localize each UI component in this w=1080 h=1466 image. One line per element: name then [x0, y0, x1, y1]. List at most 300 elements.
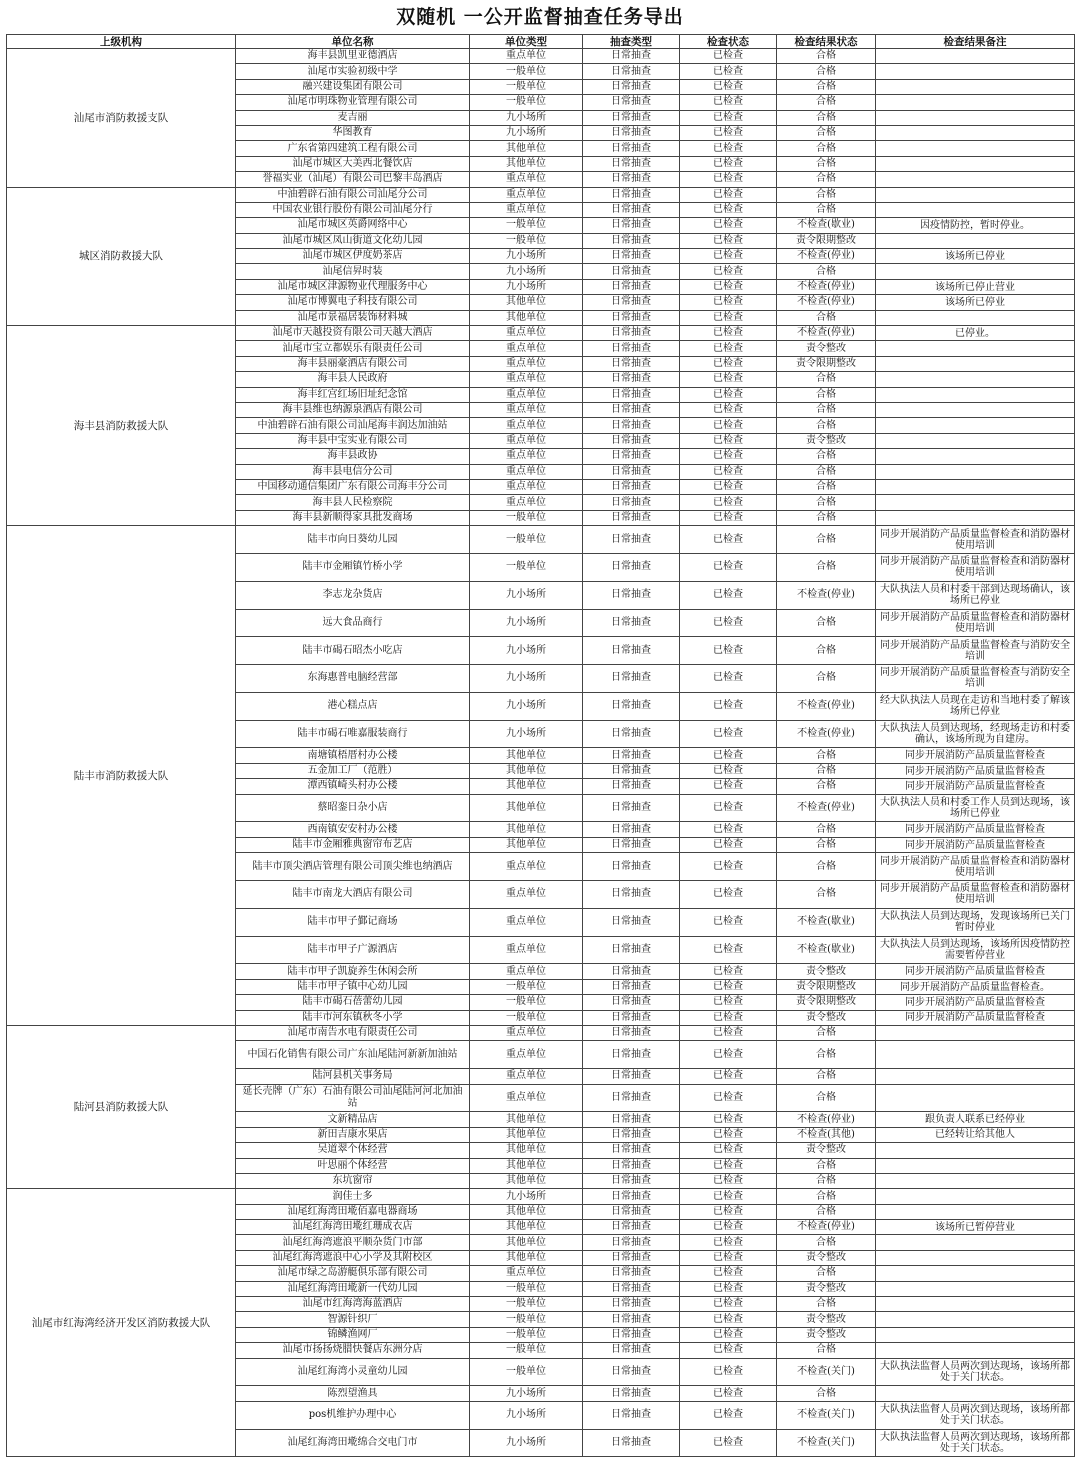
unit-name-cell: 汕尾市扬扬烧腊快餐店东洲分店: [236, 1343, 470, 1358]
result-status-cell: 不检查(停业): [777, 692, 876, 720]
unit-name-cell: 汕尾市博翼电子科技有限公司: [236, 295, 470, 310]
unit-type-cell: 其他单位: [470, 141, 583, 156]
check-type-cell: 日常抽查: [583, 49, 680, 64]
result-status-cell: 不检查(停业): [777, 249, 876, 264]
result-status-cell: 合格: [777, 510, 876, 525]
unit-type-cell: 其他单位: [470, 1220, 583, 1235]
unit-type-cell: 重点单位: [470, 202, 583, 217]
result-status-cell: 合格: [777, 1084, 876, 1112]
inspect-status-cell: 已检查: [680, 1312, 777, 1327]
unit-name-cell: 中国石化销售有限公司广东汕尾陆河新新加油站: [236, 1041, 470, 1069]
unit-type-cell: 其他单位: [470, 837, 583, 852]
unit-type-cell: 九小场所: [470, 581, 583, 609]
inspect-status-cell: 已检查: [680, 1204, 777, 1219]
check-type-cell: 日常抽查: [583, 125, 680, 140]
unit-name-cell: 东海惠普电脑经营部: [236, 665, 470, 693]
result-note-cell: [876, 356, 1075, 371]
check-type-cell: 日常抽查: [583, 526, 680, 554]
result-note-cell: 同步开展消防产品质量监督检查: [876, 822, 1075, 837]
check-type-cell: 日常抽查: [583, 433, 680, 448]
result-note-cell: 同步开展消防产品质量监督检查和消防器材使用培训: [876, 609, 1075, 637]
check-type-cell: 日常抽查: [583, 233, 680, 248]
result-status-cell: 合格: [777, 1343, 876, 1358]
unit-type-cell: 一般单位: [470, 995, 583, 1010]
col-header-unit-type: 单位类型: [470, 35, 583, 49]
header-row: [7, 35, 1075, 49]
result-status-cell: 合格: [777, 748, 876, 763]
result-status-cell: 合格: [777, 464, 876, 479]
table-row: [7, 187, 1075, 202]
result-status-cell: 合格: [777, 853, 876, 881]
unit-type-cell: 一般单位: [470, 1010, 583, 1025]
inspect-status-cell: 已检查: [680, 1220, 777, 1235]
inspect-status-cell: 已检查: [680, 79, 777, 94]
unit-name-cell: 汕尾红海湾遮浪中心小学及其附校区: [236, 1250, 470, 1265]
check-type-cell: 日常抽查: [583, 510, 680, 525]
result-status-cell: 责令限期整改: [777, 356, 876, 371]
check-type-cell: 日常抽查: [583, 156, 680, 171]
result-note-cell: 同步开展消防产品质量监督检查与消防安全培训: [876, 637, 1075, 665]
result-note-cell: 同步开展消防产品质量监督检查: [876, 748, 1075, 763]
inspect-status-cell: 已检查: [680, 464, 777, 479]
result-note-cell: [876, 402, 1075, 417]
unit-type-cell: 其他单位: [470, 295, 583, 310]
unit-name-cell: 陆丰市南龙大酒店有限公司: [236, 881, 470, 909]
result-note-cell: 同步开展消防产品质量监督检查: [876, 995, 1075, 1010]
check-type-cell: 日常抽查: [583, 553, 680, 581]
inspect-status-cell: 已检查: [680, 553, 777, 581]
inspect-status-cell: 已检查: [680, 1429, 777, 1457]
result-status-cell: 合格: [777, 881, 876, 909]
unit-type-cell: 重点单位: [470, 495, 583, 510]
check-type-cell: 日常抽查: [583, 141, 680, 156]
check-type-cell: 日常抽查: [583, 495, 680, 510]
inspect-status-cell: 已检查: [680, 779, 777, 794]
unit-type-cell: 一般单位: [470, 79, 583, 94]
result-status-cell: 责令整改: [777, 341, 876, 356]
result-status-cell: 不检查(歇业): [777, 908, 876, 936]
inspect-status-cell: 已检查: [680, 141, 777, 156]
result-note-cell: [876, 341, 1075, 356]
unit-type-cell: 一般单位: [470, 218, 583, 233]
unit-name-cell: 潭西镇崎头村办公楼: [236, 779, 470, 794]
unit-type-cell: 重点单位: [470, 1041, 583, 1069]
result-status-cell: 责令整改: [777, 1250, 876, 1265]
unit-name-cell: 海丰县凯里亚德酒店: [236, 49, 470, 64]
result-status-cell: 不检查(停业): [777, 326, 876, 341]
result-note-cell: [876, 1084, 1075, 1112]
inspect-status-cell: 已检查: [680, 995, 777, 1010]
unit-name-cell: 海丰县政协: [236, 449, 470, 464]
unit-type-cell: 一般单位: [470, 1297, 583, 1312]
check-type-cell: 日常抽查: [583, 326, 680, 341]
unit-name-cell: 海丰县人民检察院: [236, 495, 470, 510]
unit-type-cell: 一般单位: [470, 1312, 583, 1327]
unit-name-cell: 汕尾红海湾田墘绵合交电门市: [236, 1429, 470, 1457]
unit-name-cell: pos机维护办理中心: [236, 1401, 470, 1429]
inspect-status-cell: 已检查: [680, 1386, 777, 1401]
result-status-cell: 合格: [777, 837, 876, 852]
unit-type-cell: 重点单位: [470, 853, 583, 881]
unit-type-cell: 九小场所: [470, 279, 583, 294]
check-type-cell: 日常抽查: [583, 1297, 680, 1312]
result-note-cell: 同步开展消防产品质量监督检查和消防器材使用培训: [876, 526, 1075, 554]
result-note-cell: 同步开展消防产品质量监督检查。: [876, 979, 1075, 994]
unit-name-cell: 海丰县丽豪酒店有限公司: [236, 356, 470, 371]
inspect-status-cell: 已检查: [680, 264, 777, 279]
unit-type-cell: 重点单位: [470, 49, 583, 64]
inspect-status-cell: 已检查: [680, 1266, 777, 1281]
parent-org-cell: 汕尾市消防救援支队: [7, 49, 236, 188]
inspect-status-cell: 已检查: [680, 853, 777, 881]
unit-name-cell: 广东省第四建筑工程有限公司: [236, 141, 470, 156]
unit-name-cell: 汕尾红海湾田墘佰嘉电器商场: [236, 1204, 470, 1219]
unit-type-cell: 其他单位: [470, 779, 583, 794]
result-status-cell: 合格: [777, 310, 876, 325]
result-status-cell: 责令整改: [777, 433, 876, 448]
check-type-cell: 日常抽查: [583, 1143, 680, 1158]
task-table: [6, 34, 1075, 1457]
unit-name-cell: 中国农业银行股份有限公司汕尾分行: [236, 202, 470, 217]
inspect-status-cell: 已检查: [680, 326, 777, 341]
check-type-cell: 日常抽查: [583, 1010, 680, 1025]
unit-type-cell: 一般单位: [470, 233, 583, 248]
unit-name-cell: 新田吉康水果店: [236, 1127, 470, 1142]
unit-type-cell: 重点单位: [470, 449, 583, 464]
unit-name-cell: 汕尾红海湾小灵童幼儿园: [236, 1358, 470, 1386]
inspect-status-cell: 已检查: [680, 95, 777, 110]
result-note-cell: 大队执法人员到达现场，发现该场所已关门暂时停业: [876, 908, 1075, 936]
result-status-cell: 合格: [777, 64, 876, 79]
result-status-cell: 合格: [777, 1189, 876, 1204]
check-type-cell: 日常抽查: [583, 1235, 680, 1250]
table-row: [7, 1189, 1075, 1204]
result-status-cell: 合格: [777, 264, 876, 279]
check-type-cell: 日常抽查: [583, 64, 680, 79]
unit-name-cell: 汕尾市南告水电有限责任公司: [236, 1025, 470, 1040]
result-note-cell: [876, 433, 1075, 448]
unit-type-cell: 重点单位: [470, 341, 583, 356]
result-status-cell: 合格: [777, 779, 876, 794]
unit-type-cell: 重点单位: [470, 187, 583, 202]
unit-name-cell: 陆丰市碣石昭杰小吃店: [236, 637, 470, 665]
inspect-status-cell: 已检查: [680, 249, 777, 264]
table-row: [7, 1025, 1075, 1040]
unit-type-cell: 一般单位: [470, 510, 583, 525]
unit-name-cell: 中油碧辟石油有限公司汕尾分公司: [236, 187, 470, 202]
unit-type-cell: 重点单位: [470, 964, 583, 979]
result-status-cell: 合格: [777, 1173, 876, 1188]
check-type-cell: 日常抽查: [583, 1204, 680, 1219]
unit-type-cell: 一般单位: [470, 1343, 583, 1358]
result-status-cell: 合格: [777, 637, 876, 665]
result-status-cell: 合格: [777, 1297, 876, 1312]
check-type-cell: 日常抽查: [583, 936, 680, 964]
check-type-cell: 日常抽查: [583, 1250, 680, 1265]
result-note-cell: [876, 202, 1075, 217]
check-type-cell: 日常抽查: [583, 692, 680, 720]
inspect-status-cell: 已检查: [680, 936, 777, 964]
inspect-status-cell: 已检查: [680, 172, 777, 187]
result-note-cell: 大队执法监督人员两次到达现场，该场所都处于关门状态。: [876, 1401, 1075, 1429]
result-note-cell: [876, 1281, 1075, 1296]
result-note-cell: 同步开展消防产品质量监督检查和消防器材使用培训: [876, 881, 1075, 909]
result-note-cell: [876, 387, 1075, 402]
unit-name-cell: 汕尾市景福居装饰材料城: [236, 310, 470, 325]
result-note-cell: [876, 449, 1075, 464]
result-status-cell: 合格: [777, 1235, 876, 1250]
unit-type-cell: 九小场所: [470, 264, 583, 279]
result-status-cell: 不检查(其他): [777, 1127, 876, 1142]
check-type-cell: 日常抽查: [583, 1327, 680, 1342]
result-note-cell: 已经转让给其他人: [876, 1127, 1075, 1142]
result-note-cell: [876, 1386, 1075, 1401]
unit-name-cell: 中国移动通信集团广东有限公司海丰分公司: [236, 479, 470, 494]
result-note-cell: 该场所已停业: [876, 295, 1075, 310]
table-row: [7, 526, 1075, 554]
result-status-cell: 不检查(停业): [777, 720, 876, 748]
unit-type-cell: 重点单位: [470, 402, 583, 417]
result-note-cell: 该场所已停业: [876, 249, 1075, 264]
unit-type-cell: 一般单位: [470, 979, 583, 994]
unit-name-cell: 陆丰市向日葵幼儿园: [236, 526, 470, 554]
unit-type-cell: 重点单位: [470, 172, 583, 187]
result-status-cell: 合格: [777, 141, 876, 156]
unit-type-cell: 其他单位: [470, 1158, 583, 1173]
check-type-cell: 日常抽查: [583, 1281, 680, 1296]
result-status-cell: 合格: [777, 372, 876, 387]
col-header-parent-org: 上级机构: [7, 35, 236, 49]
unit-name-cell: 誉福实业（汕尾）有限公司巴黎丰岛酒店: [236, 172, 470, 187]
check-type-cell: 日常抽查: [583, 1041, 680, 1069]
result-note-cell: [876, 95, 1075, 110]
inspect-status-cell: 已检查: [680, 1327, 777, 1342]
check-type-cell: 日常抽查: [583, 1158, 680, 1173]
unit-name-cell: 汕尾红海湾遮浪平顺杂货门市部: [236, 1235, 470, 1250]
unit-type-cell: 一般单位: [470, 526, 583, 554]
check-type-cell: 日常抽查: [583, 908, 680, 936]
unit-type-cell: 其他单位: [470, 748, 583, 763]
result-note-cell: [876, 1204, 1075, 1219]
unit-name-cell: 南塘镇梧厝村办公楼: [236, 748, 470, 763]
inspect-status-cell: 已检查: [680, 581, 777, 609]
inspect-status-cell: 已检查: [680, 1401, 777, 1429]
result-status-cell: 合格: [777, 1025, 876, 1040]
result-status-cell: 合格: [777, 187, 876, 202]
result-note-cell: [876, 264, 1075, 279]
check-type-cell: 日常抽查: [583, 1069, 680, 1084]
result-note-cell: [876, 141, 1075, 156]
unit-type-cell: 九小场所: [470, 692, 583, 720]
inspect-status-cell: 已检查: [680, 1025, 777, 1040]
unit-type-cell: 重点单位: [470, 908, 583, 936]
result-status-cell: 责令整改: [777, 1312, 876, 1327]
unit-name-cell: 汕尾红海湾田墘新一代幼儿园: [236, 1281, 470, 1296]
check-type-cell: 日常抽查: [583, 310, 680, 325]
unit-type-cell: 一般单位: [470, 95, 583, 110]
result-note-cell: [876, 479, 1075, 494]
inspect-status-cell: 已检查: [680, 1281, 777, 1296]
unit-type-cell: 重点单位: [470, 418, 583, 433]
result-note-cell: [876, 110, 1075, 125]
result-status-cell: 合格: [777, 402, 876, 417]
unit-name-cell: 润佳士多: [236, 1189, 470, 1204]
unit-name-cell: 汕尾红海湾田墘红珊成衣店: [236, 1220, 470, 1235]
unit-name-cell: 李志龙杂货店: [236, 581, 470, 609]
table-row: [7, 49, 1075, 64]
unit-type-cell: 其他单位: [470, 1143, 583, 1158]
check-type-cell: 日常抽查: [583, 1112, 680, 1127]
result-note-cell: 大队执法监督人员两次到达现场，该场所都处于关门状态。: [876, 1429, 1075, 1457]
result-note-cell: [876, 310, 1075, 325]
col-header-result-note: 检查结果备注: [876, 35, 1075, 49]
result-status-cell: 不检查(停业): [777, 1112, 876, 1127]
page-title: 双随机 一公开监督抽查任务导出: [396, 6, 684, 28]
result-status-cell: 责令整改: [777, 1327, 876, 1342]
unit-name-cell: 汕尾市城区英爵网络中心: [236, 218, 470, 233]
inspect-status-cell: 已检查: [680, 372, 777, 387]
unit-name-cell: 蔡昭銮日杂小店: [236, 794, 470, 822]
unit-type-cell: 其他单位: [470, 1204, 583, 1219]
unit-type-cell: 重点单位: [470, 464, 583, 479]
unit-name-cell: 锦鳞渔网厂: [236, 1327, 470, 1342]
unit-type-cell: 一般单位: [470, 553, 583, 581]
parent-org-cell: 海丰县消防救援大队: [7, 326, 236, 526]
result-note-cell: [876, 233, 1075, 248]
inspect-status-cell: 已检查: [680, 310, 777, 325]
inspect-status-cell: 已检查: [680, 1297, 777, 1312]
result-status-cell: 责令整改: [777, 1281, 876, 1296]
inspect-status-cell: 已检查: [680, 794, 777, 822]
inspect-status-cell: 已检查: [680, 979, 777, 994]
check-type-cell: 日常抽查: [583, 1312, 680, 1327]
check-type-cell: 日常抽查: [583, 464, 680, 479]
unit-name-cell: 陆丰市甲子凯旋养生休闲会所: [236, 964, 470, 979]
result-note-cell: [876, 495, 1075, 510]
check-type-cell: 日常抽查: [583, 1173, 680, 1188]
unit-type-cell: 其他单位: [470, 1250, 583, 1265]
result-note-cell: [876, 418, 1075, 433]
inspect-status-cell: 已检查: [680, 1010, 777, 1025]
result-status-cell: 责令限期整改: [777, 979, 876, 994]
inspect-status-cell: 已检查: [680, 495, 777, 510]
unit-type-cell: 重点单位: [470, 433, 583, 448]
unit-type-cell: 九小场所: [470, 1386, 583, 1401]
col-header-check-type: 抽查类型: [583, 35, 680, 49]
result-status-cell: 合格: [777, 156, 876, 171]
result-status-cell: 合格: [777, 449, 876, 464]
unit-type-cell: 九小场所: [470, 1429, 583, 1457]
parent-org-cell: 陆丰市消防救援大队: [7, 526, 236, 1026]
inspect-status-cell: 已检查: [680, 1084, 777, 1112]
inspect-status-cell: 已检查: [680, 433, 777, 448]
unit-type-cell: 重点单位: [470, 387, 583, 402]
result-status-cell: 责令整改: [777, 964, 876, 979]
inspect-status-cell: 已检查: [680, 125, 777, 140]
check-type-cell: 日常抽查: [583, 637, 680, 665]
unit-type-cell: 其他单位: [470, 822, 583, 837]
check-type-cell: 日常抽查: [583, 995, 680, 1010]
unit-name-cell: 汕尾市城区津源物业代理服务中心: [236, 279, 470, 294]
unit-type-cell: 其他单位: [470, 1127, 583, 1142]
check-type-cell: 日常抽查: [583, 720, 680, 748]
check-type-cell: 日常抽查: [583, 1429, 680, 1457]
unit-type-cell: 一般单位: [470, 1327, 583, 1342]
check-type-cell: 日常抽查: [583, 1358, 680, 1386]
result-note-cell: [876, 64, 1075, 79]
inspect-status-cell: 已检查: [680, 510, 777, 525]
check-type-cell: 日常抽查: [583, 1084, 680, 1112]
unit-name-cell: 陆丰市甲子鄞记商场: [236, 908, 470, 936]
unit-name-cell: 海丰县中宝实业有限公司: [236, 433, 470, 448]
unit-name-cell: 汕尾市绿之岛游艇俱乐部有限公司: [236, 1266, 470, 1281]
result-note-cell: [876, 464, 1075, 479]
result-note-cell: 经大队执法人员现在走访和当地村委了解该场所已停业: [876, 692, 1075, 720]
inspect-status-cell: 已检查: [680, 64, 777, 79]
inspect-status-cell: 已检查: [680, 665, 777, 693]
inspect-status-cell: 已检查: [680, 1158, 777, 1173]
result-status-cell: 合格: [777, 553, 876, 581]
result-status-cell: 合格: [777, 1204, 876, 1219]
result-note-cell: 跟负责人联系已经停业: [876, 1112, 1075, 1127]
check-type-cell: 日常抽查: [583, 295, 680, 310]
unit-name-cell: 汕尾信昇时装: [236, 264, 470, 279]
unit-type-cell: 重点单位: [470, 1084, 583, 1112]
inspect-status-cell: 已检查: [680, 822, 777, 837]
check-type-cell: 日常抽查: [583, 402, 680, 417]
unit-name-cell: 海丰县新顺得家具批发商场: [236, 510, 470, 525]
unit-name-cell: 汕尾市红海湾海蓝酒店: [236, 1297, 470, 1312]
unit-name-cell: 汕尾市城区伊度奶茶店: [236, 249, 470, 264]
unit-type-cell: 重点单位: [470, 936, 583, 964]
unit-type-cell: 其他单位: [470, 1173, 583, 1188]
unit-name-cell: 远大食品商行: [236, 609, 470, 637]
unit-name-cell: 陆丰市河东镇秋冬小学: [236, 1010, 470, 1025]
inspect-status-cell: 已检查: [680, 279, 777, 294]
inspect-status-cell: 已检查: [680, 526, 777, 554]
unit-name-cell: 智源针织厂: [236, 1312, 470, 1327]
inspect-status-cell: 已检查: [680, 763, 777, 778]
unit-name-cell: 中油碧辟石油有限公司汕尾海丰润达加油站: [236, 418, 470, 433]
check-type-cell: 日常抽查: [583, 763, 680, 778]
unit-name-cell: 陆丰市甲子镇中心幼儿园: [236, 979, 470, 994]
unit-name-cell: 汕尾市城区凤山街道文化幼儿园: [236, 233, 470, 248]
unit-name-cell: 陈烈望渔具: [236, 1386, 470, 1401]
result-status-cell: 合格: [777, 110, 876, 125]
result-note-cell: 同步开展消防产品质量监督检查和消防器材使用培训: [876, 853, 1075, 881]
result-note-cell: 已停业。: [876, 326, 1075, 341]
inspect-status-cell: 已检查: [680, 692, 777, 720]
result-note-cell: 大队执法人员和村委干部到达现场确认，该场所已停业: [876, 581, 1075, 609]
result-note-cell: 该场所已暂停营业: [876, 1220, 1075, 1235]
check-type-cell: 日常抽查: [583, 581, 680, 609]
result-note-cell: 同步开展消防产品质量监督检查: [876, 964, 1075, 979]
unit-name-cell: 陆丰市碣石唯嘉服装商行: [236, 720, 470, 748]
check-type-cell: 日常抽查: [583, 822, 680, 837]
col-header-result-status: 检查结果状态: [777, 35, 876, 49]
result-status-cell: 合格: [777, 387, 876, 402]
unit-type-cell: 重点单位: [470, 356, 583, 371]
unit-type-cell: 九小场所: [470, 249, 583, 264]
result-note-cell: [876, 1297, 1075, 1312]
check-type-cell: 日常抽查: [583, 794, 680, 822]
col-header-unit-name: 单位名称: [236, 35, 470, 49]
inspect-status-cell: 已检查: [680, 837, 777, 852]
check-type-cell: 日常抽查: [583, 249, 680, 264]
unit-type-cell: 重点单位: [470, 1025, 583, 1040]
unit-name-cell: 五金加工厂（范胜）: [236, 763, 470, 778]
result-note-cell: [876, 1025, 1075, 1040]
